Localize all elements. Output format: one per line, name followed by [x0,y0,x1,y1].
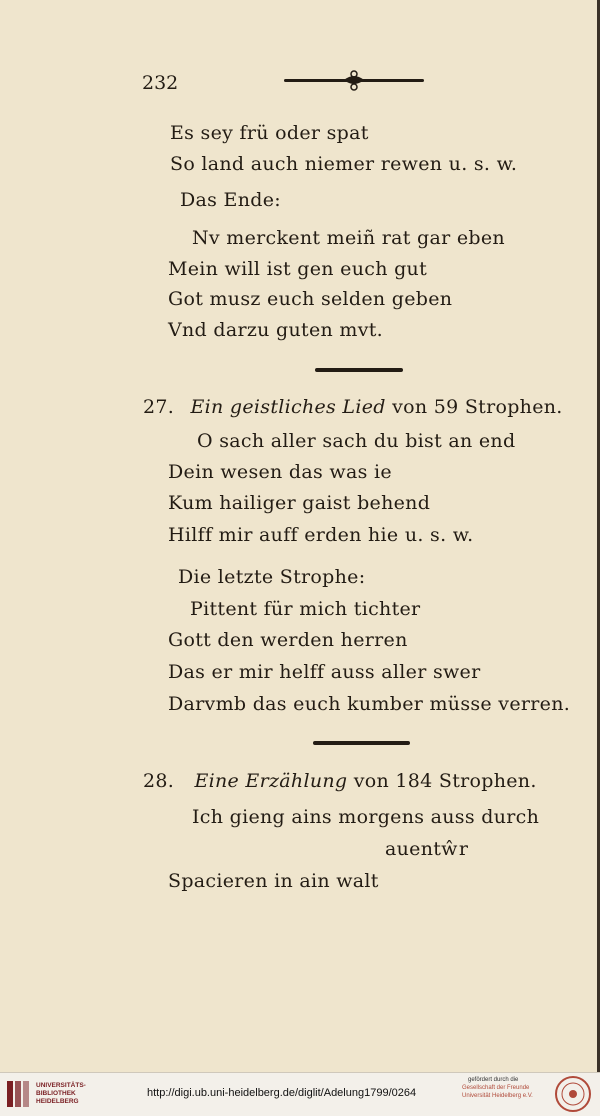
entry-description: von 184 Strophen. [353,770,537,792]
entry-heading [143,398,563,417]
verse-line: Pittent für mich tichter [190,598,421,620]
verse-line: Got musz euch selden geben [168,288,453,310]
verse-line: Mein will ist gen euch gut [168,258,428,280]
verse-line: Ich gieng ains morgens auss durch [192,806,540,828]
verse-line: O sach aller sach du bist an end [197,430,516,452]
verse-line: Dein wesen das was ie [168,461,392,483]
entry-description: von 59 Strophen. [392,396,563,418]
entry-number: 28. [143,770,175,792]
entry-title: Ein geistliches Lied [190,396,386,418]
verse-line: Das er mir helff auss aller swer [168,661,481,683]
viewer-footer [0,1072,600,1116]
verse-line: auentŵr [385,838,469,860]
verse-line: Nv merckent meiñ rat gar eben [192,227,505,249]
entry-number: 27. [143,396,175,418]
section-label: Das Ende: [180,189,281,211]
section-rule [315,368,403,372]
verse-line: Es sey frü oder spat [170,122,369,144]
entry-heading [143,772,537,791]
library-name: UNIVERSITÄTS- BIBLIOTHEK HEIDELBERG [36,1082,86,1105]
verse-line: Hilff mir auff erden hie u. s. w. [168,524,474,546]
page-number: 232 [142,72,179,94]
ornament-divider [284,68,424,94]
entry-title: Eine Erzählung [194,770,348,792]
funder-credit: gefördert durch die Gesellschaft der Freunde Universität Heidelberg e.V. [462,1077,533,1099]
verse-line: So land auch niemer rewen u. s. w. [170,153,518,175]
section-rule [313,741,410,745]
seal-icon [554,1075,592,1113]
verse-line: Kum hailiger gaist behend [168,492,431,514]
verse-line: Darvmb das euch kumber müsse verren. [168,693,571,715]
library-logo-icon [6,1079,32,1109]
permalink-link[interactable]: http://digi.ub.uni-heidelberg.de/diglit/Adelung1799/0264 [147,1087,417,1099]
section-label: Die letzte Strophe: [178,566,366,588]
verse-line: Spacieren in ain walt [168,870,379,892]
verse-line: Gott den werden herren [168,629,408,651]
verse-line: Vnd darzu guten mvt. [168,319,383,341]
